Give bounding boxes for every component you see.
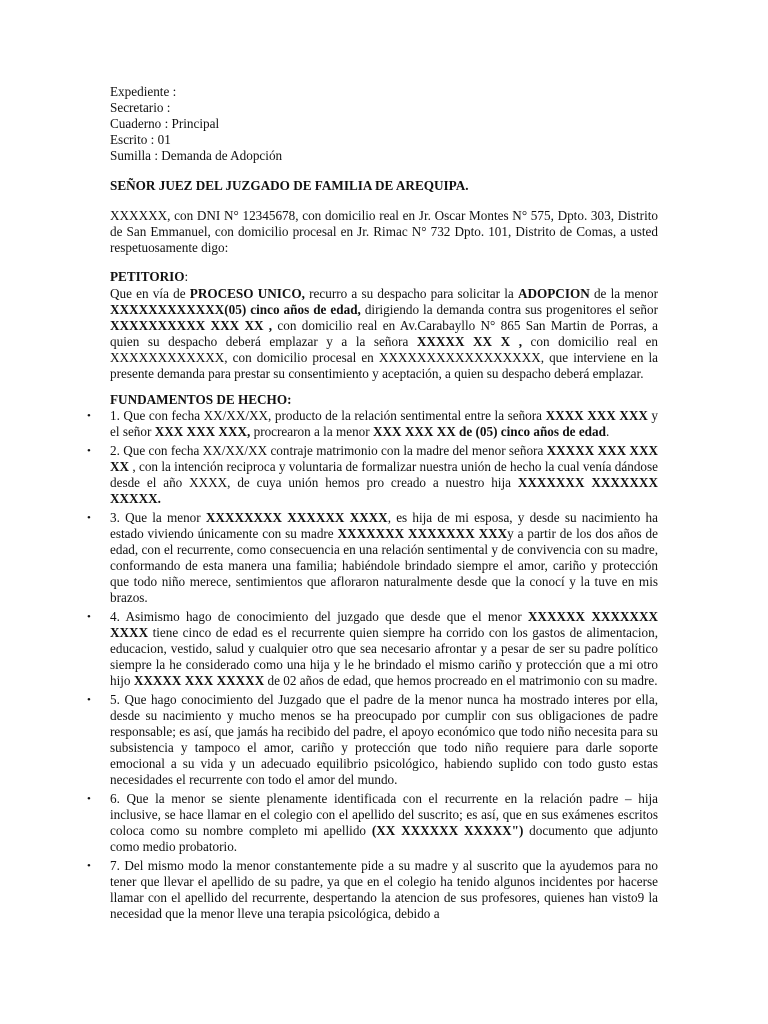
bullet-icon: • [87, 793, 91, 805]
facts-list [87, 408, 659, 925]
bullet-icon: • [87, 410, 91, 422]
fact-item-3: • 3. Que la menor XXXXXXXX XXXXXX XXXX, es hija de mi esposa, y desde su nacimiento ha estado viviendo únicamente con su madre XXXXXXX XXXXXXX XXXy a partir de los dos años de edad, con el recurrente, como consecuencia en una relación sentimental y de convivencia con su madre, conformando de esta manera una familia; habiéndole brindado siempre el amor, cariño y protección que todo niño merece, sentimientos que afloraron naturalmente desde que la conocí y la tuve en mis brazos. [87, 510, 659, 605]
fact-item-1: • 1. Que con fecha XX/XX/XX, producto de la relación sentimental entre la señora XXXX XXX XXX y el señor XXX XXX XXX, procrearon a la menor XXX XXX XX de (05) cinco años de edad. [87, 408, 659, 439]
fact-item-6: • 6. Que la menor se siente plenamente identificada con el recurrente en la relación padre – hija inclusive, se hace llamar en el colegio con el apellido del suscrito; es así, que en sus exámenes escritos coloca como su nombre completo mi apellido (XX XXXXXX XXXXX") documento que adjunto como medio probatorio. [87, 791, 658, 854]
document-title: SEÑOR JUEZ DEL JUZGADO DE FAMILIA DE AREQUIPA. [110, 178, 469, 193]
fact-item-2: • 2. Que con fecha XX/XX/XX contraje matrimonio con la madre del menor señora XXXXX XXX XXX XX , con la intención reciproca y voluntaria de formalizar nuestra unión de hecho la cual venía dándose desde el año XXXX, de cuya unión hemos pro creado a nuestro hija XXXXXXX XXXXXXX XXXXX. [87, 443, 658, 506]
fact-item-4: • 4. Asimismo hago de conocimiento del juzgado que desde que el menor XXXXXX XXXXXXX XXXX tiene cinco de edad es el recurrente quien siempre ha corrido con los gastos de alimentacion, educacion, vestido, salud y cualquier otro que sea necesario afrontar y a pesar de ser su padre político siempre la he considerado como una hija y le he brindado el mismo cariño y protección que a mi otro hijo XXXXX XXX XXXXX de 02 años de edad, que hemos procreado en el matrimonio con su madre. [87, 609, 659, 688]
petitorio-heading: PETITORIO: [110, 269, 189, 284]
fact-item-7: • 7. Del mismo modo la menor constantemente pide a su madre y al suscrito que la ayudemos para no tener que llevar el apellido de su padre, ya que en el colegio ha tenido algunos incidentes por hacerse llamar con el apellido del recurrente, despertando la atencion de sus profesores, quienes han visto9 la necesidad que la menor lleve una terapia psicológica, debido a [87, 858, 658, 921]
expediente-line: Expediente : [110, 84, 177, 99]
bullet-icon: • [87, 445, 91, 457]
cuaderno-line: Cuaderno : Principal [110, 116, 220, 131]
bullet-icon: • [87, 611, 91, 623]
bullet-icon: • [87, 860, 91, 872]
escrito-line: Escrito : 01 [110, 132, 171, 147]
secretario-line: Secretario : [110, 100, 171, 115]
bullet-icon: • [87, 694, 91, 706]
fact-item-5: • 5. Que hago conocimiento del Juzgado que el padre de la menor nunca ha mostrado interes por ella, desde su nacimiento y mucho menos se ha preocupado por cumplir con sus obligaciones de padre responsable; es así, que jamás ha recibido del padre, el apoyo económico que todo niño necesita para su subsistencia y tampoco el amor, cariño y protección que todo niño requiere para darle soporte emocional a su vida y un adecuado equilibrio psicológico, habiendo suplido con todo gusto estas necesidades el recurrente con todo el amor del mundo. [87, 692, 658, 787]
sumilla-line: Sumilla : Demanda de Adopción [110, 148, 283, 163]
fundamentos-heading: FUNDAMENTOS DE HECHO: [110, 392, 292, 407]
intro-paragraph: XXXXXX, con DNI N° 12345678, con domicilio real en Jr. Oscar Montes N° 575, Dpto. 303, Distrito de San Emmanuel, con domicilio procesal en Jr. Rimac N° 732 Dpto. 101, Distrito de Comas, a usted respetuosamente digo: [110, 208, 658, 255]
petitorio-paragraph: Que en vía de PROCESO UNICO, recurro a su despacho para solicitar la ADOPCION de la menor XXXXXXXXXXXX(05) cinco años de edad, dirigiendo la demanda contra sus progenitores el señor XXXXXXXXXX XXX XX , con domicilio real en Av.Carabayllo N° 865 San Martin de Porras, a quien su despacho deberá emplazar y a la señora XXXXX XX X , con domicilio real en XXXXXXXXXXXX, con domicilio procesal en XXXXXXXXXXXXXXXXX, que interviene en la presente demanda para prestar su consentimiento y aceptación, a quien su despacho deberá emplazar. [110, 286, 658, 381]
case-header [110, 84, 670, 164]
bullet-icon: • [87, 512, 91, 524]
